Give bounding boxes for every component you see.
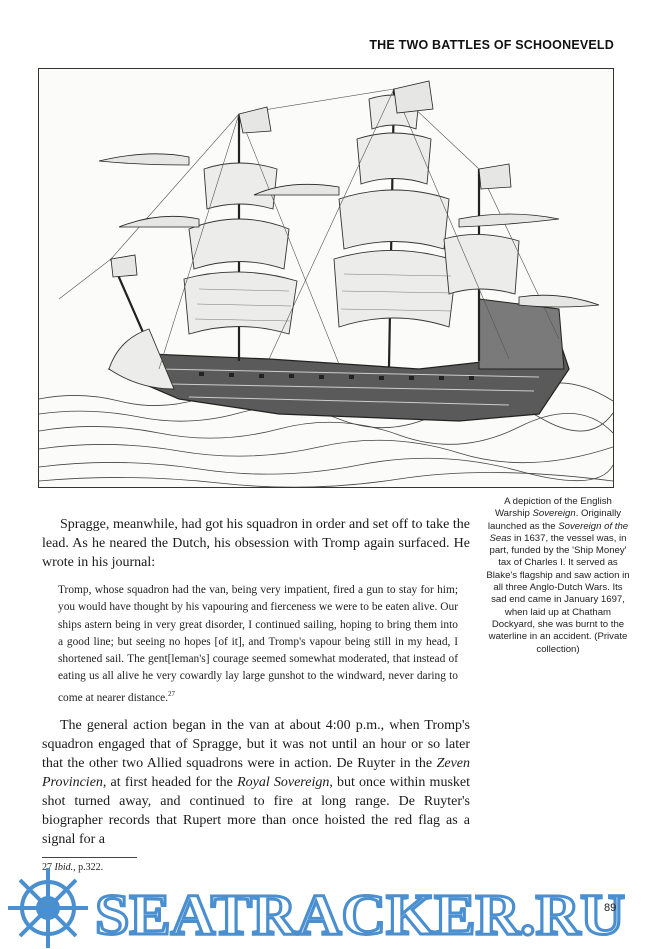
quote-text: Tromp, whose squadron had the van, being very impatient, fired a gun to stay for him; you would have thought by his vapouring and fierceness we were to be eaten alive. Our ships astern being in very great disorder, I continued sailing, hoping to bring them into a good line; but seeing no hopes [of it], and Tromp's vapour being still in my head, I shortened sail. The gent[leman's] courage seemed somewhat moderated, that instead of eating us all alive he very cowardly lay large gunshot to the windward, never daring to come at nearer distance. — [58, 584, 458, 704]
paragraph-text-part: , but once within musket shot turned away, and continued to fire at long range. De Ruyter's biographer records that Rupert more than once hoisted the red flag as a signal for a — [42, 775, 470, 847]
caption-text-part: A depiction of the English Warship — [494, 496, 612, 520]
ship-illustration — [38, 68, 614, 488]
footnote-divider — [42, 857, 137, 858]
ship-name: Zeven Provincien — [42, 756, 470, 790]
figure-caption — [486, 496, 630, 656]
paragraph-text-part: The general action began in the van at about 4:00 p.m., when Tromp's squadron engaged that of Spragge, but it was not until an hour or so later that the other two Allied squadrons were in action. De Ruyter in the — [42, 718, 470, 771]
footnote-page: , p.322. — [73, 862, 104, 873]
watermark-text: SEATRACKER.RU — [95, 882, 625, 947]
caption-text-part: in 1637, the vessel was, in part, funded by the 'Ship Money' tax of Charles I. It served as Blake's flagship and saw action in all three Anglo-Dutch Wars. Its sad end came in January 1697, when laid up at Chatham Dockyard, she was burnt to the waterline in an accident. (Private collection) — [486, 532, 630, 655]
running-header: THE TWO BATTLES OF SCHOONEVELD — [369, 38, 614, 52]
journal-quote — [58, 582, 458, 707]
footnote-marker: 27 — [168, 689, 176, 698]
caption-ship-name: Sovereign — [532, 508, 576, 520]
paragraph-text-part: , at first headed for the — [102, 775, 238, 790]
body-paragraph-1: Spragge, meanwhile, had got his squadron in order and set off to take the lead. As he neared the Dutch, his obsession with Tromp again surfaced. He wrote in his journal: — [42, 517, 470, 570]
watermark-wheel-icon — [8, 868, 88, 948]
ship-engraving — [39, 69, 613, 487]
body-paragraph-2 — [42, 716, 470, 849]
footnote-number: 27 — [42, 862, 52, 873]
caption-text-part: . Originally launched as the — [487, 508, 622, 532]
ship-name: Royal Sovereign — [237, 775, 330, 790]
page-number: 89 — [604, 902, 617, 914]
footnote-ref: Ibid. — [54, 862, 74, 873]
caption-ship-name: Sovereign of the Seas — [489, 520, 629, 544]
watermark — [0, 860, 656, 949]
